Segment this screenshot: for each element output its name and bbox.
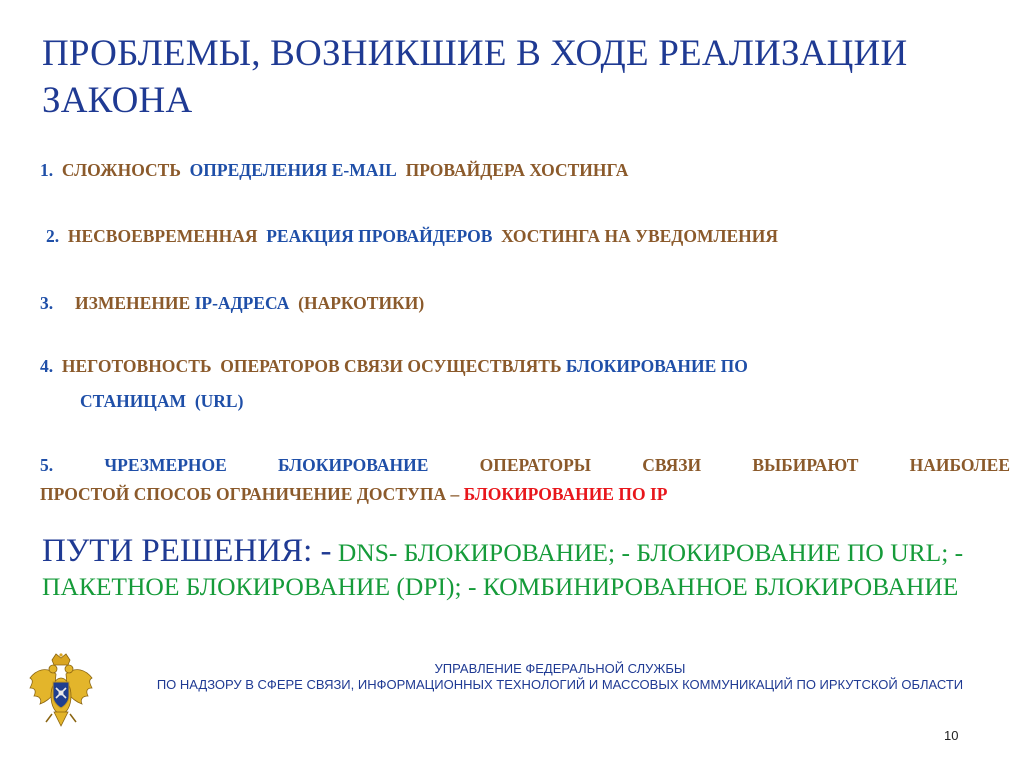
problem-item-2 [46, 226, 778, 247]
problem-3-number: 3. [40, 293, 54, 313]
problem-5-part-a: ЧРЕЗМЕРНОЕ [104, 455, 227, 475]
footer-line-2: ПО НАДЗОРУ В СФЕРЕ СВЯЗИ, ИНФОРМАЦИОННЫХ ТЕХНОЛОГИЙ И МАССОВЫХ КОММУНИКАЦИЙ ПО ИРКУТСКОЙ ОБЛАСТИ [156, 677, 964, 692]
problem-2-part-b: РЕАКЦИЯ ПРОВАЙДЕРОВ [266, 226, 493, 246]
solutions-heading: ПУТИ РЕШЕНИЯ: - [42, 533, 332, 569]
problem-1-number: 1. [40, 160, 54, 180]
problem-item-4 [40, 356, 748, 377]
problem-4-part-d: СТАНИЦАМ [80, 391, 187, 411]
problem-item-5 [40, 455, 1010, 476]
problem-item-1 [40, 160, 628, 181]
problem-4-number: 4. [40, 356, 54, 376]
page-number: 10 [944, 728, 959, 743]
problem-1-part-b: ОПРЕДЕЛЕНИЯ Е-MAIL [189, 160, 397, 180]
problem-item-5-continued [40, 484, 667, 505]
problem-4-part-c: БЛОКИРОВАНИЕ ПО [565, 356, 748, 376]
problem-item-4-continued [80, 391, 243, 412]
problem-3-part-a: ИЗМЕНЕНИЕ [75, 293, 191, 313]
solutions-block [42, 534, 992, 604]
footer-line-1: УПРАВЛЕНИЕ ФЕДЕРАЛЬНОЙ СЛУЖБЫ [434, 661, 686, 676]
problem-5-part-d: ПРОСТОЙ СПОСОБ ОГРАНИЧЕНИЕ ДОСТУПА – [40, 484, 460, 504]
problem-2-part-c: ХОСТИНГА НА УВЕДОМЛЕНИЯ [501, 226, 779, 246]
problem-2-number: 2. [46, 226, 60, 246]
problem-5-part-c: ОПЕРАТОРЫ СВЯЗИ ВЫБИРАЮТ НАИБОЛЕЕ [479, 455, 1011, 475]
problem-4-part-e: (URL) [194, 391, 244, 411]
footer-organization [130, 661, 990, 693]
problem-4-part-a: НЕГОТОВНОСТЬ [61, 356, 212, 376]
problem-1-part-a: СЛОЖНОСТЬ [61, 160, 181, 180]
problem-1-part-c: ПРОВАЙДЕРА ХОСТИНГА [405, 160, 629, 180]
solutions-text: DNS- БЛОКИРОВАНИЕ; - БЛОКИРОВАНИЕ ПО URL; - ПАКЕТНОЕ БЛОКИРОВАНИЕ (DPI); - КОМБИНИРОВАННОЕ БЛОКИРОВАНИЕ [42, 538, 964, 601]
problem-4-part-b: ОПЕРАТОРОВ СВЯЗИ ОСУЩЕСТВЛЯТЬ [220, 356, 562, 376]
coat-of-arms-icon [28, 652, 94, 732]
problem-5-number: 5. [40, 455, 54, 475]
problem-2-part-a: НЕСВОЕВРЕМЕННАЯ [67, 226, 258, 246]
slide-title: ПРОБЛЕМЫ, ВОЗНИКШИЕ В ХОДЕ РЕАЛИЗАЦИИ ЗАКОНА [42, 33, 908, 121]
problem-item-3 [40, 293, 424, 314]
problem-5-part-b: БЛОКИРОВАНИЕ [278, 455, 429, 475]
problem-5-part-e: БЛОКИРОВАНИЕ ПО IP [463, 484, 668, 504]
problem-3-part-b: IP-АДРЕСА [194, 293, 290, 313]
problem-3-part-c: (НАРКОТИКИ) [298, 293, 425, 313]
